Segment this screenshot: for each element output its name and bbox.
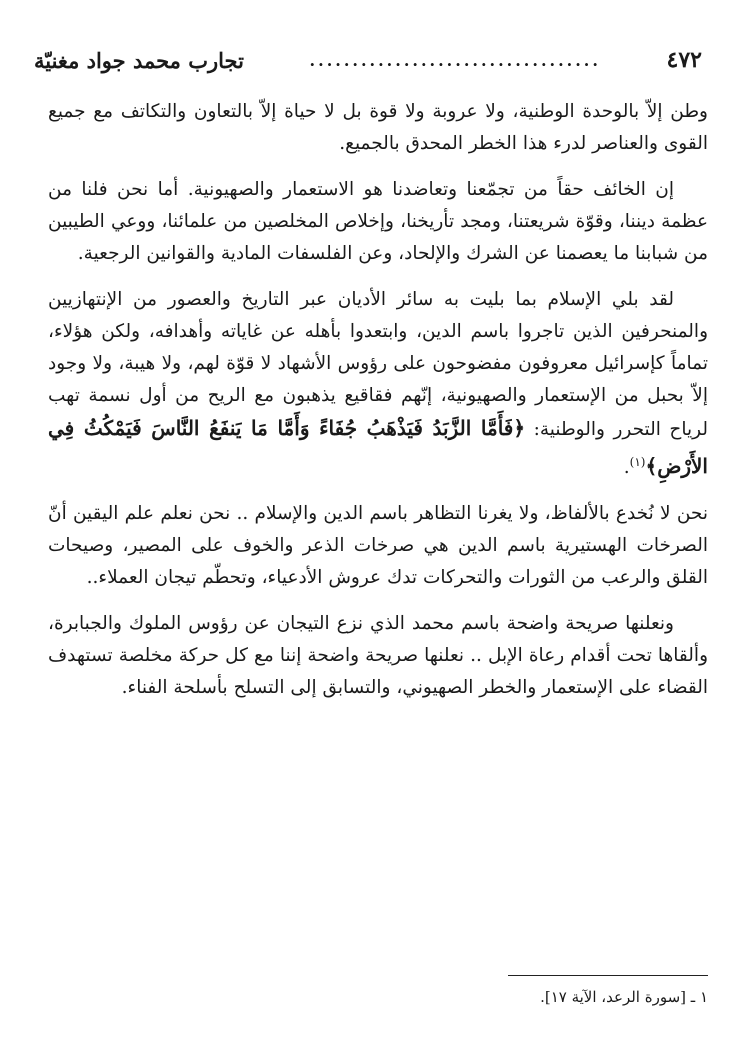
paragraph-1: وطن إلاّ بالوحدة الوطنية، ولا عروبة ولا قوة بل لا حياة إلاّ بالتعاون والتكاتف مع جميع القوى والعناصر لدرء هذا الخطر المحدق بالجميع. — [48, 101, 708, 154]
footnote: ١ ـ [سورة الرعد، الآية ١٧]. — [540, 988, 708, 1006]
book-title: تجارب محمد جواد مغنيّة — [34, 47, 244, 73]
main-text — [48, 96, 708, 718]
footnote-divider — [508, 975, 708, 976]
footnote-ref: (١) — [629, 455, 646, 469]
page-number: ٤٧٢ — [666, 47, 702, 73]
leader-dots: .................................. — [309, 50, 601, 70]
paragraph-3 — [48, 284, 708, 484]
paragraph-2: إن الخائف حقاً من تجمّعنا وتعاضدنا هو الاستعمار والصهيونية. أما نحن فلنا من عظمة ديننا، وقوّة شريعتنا، ومجد تأريخنا، وإخلاص المخلصين من علمائنا، ووعي الطيبين من شبابنا ما يعصمنا عن الشرك والإلحاد، وعن الفلسفات المادية والقوانين الرجعية. — [48, 179, 708, 264]
quran-verse: ﴿فَأَمَّا الزَّبَدُ فَيَذْهَبُ جُفَاءً وَأَمَّا مَا يَنفَعُ النَّاسَ فَيَمْكُثُ فِي الأَرْضِ﴾ — [48, 416, 708, 479]
paragraph-5: ونعلنها صريحة واضحة باسم محمد الذي نزع التيجان عن رؤوس الملوك والجبابرة، وألقاها تحت أقدام رعاة الإبل .. نعلنها صريحة واضحة إننا مع كل حركة مخلصة تستهدف القضاء على الإستعمار والخطر الصهيوني، والتسابق إلى التسلح بأسلحة الفناء. — [48, 613, 708, 699]
paragraph-4: نحن لا نُخدع بالألفاظ، ولا يغرنا التظاهر باسم الدين والإسلام .. نحن نعلم علم اليقين أنّ الصرخات الهستيرية باسم الدين هي صرخات الذعر والخوف على المصير، وصيحات القلق والرعب من الثورات والتحركات تدك عروش الأدعياء، وتحطّم تيجان العملاء.. — [48, 503, 708, 589]
running-header — [34, 40, 702, 80]
paragraph-3-tail: . — [623, 457, 630, 479]
paragraph-3-text: لقد بلي الإسلام بما بليت به سائر الأديان عبر التاريخ والعصور من الإنتهازيين والمنحرفين الذين تاجروا باسم الدين، وابتعدوا بأهله عن غاياته وأهدافه، ولكن هؤلاء، تماماً كإسرائيل معروفون مفضوحون على رؤوس الأشهاد لا قوّة لهم، ولا هيبة، ولا وجود إلاّ بحبل من الإستعمار والصهيونية، إنّهم فقاقيع يذهبون مع الريح من أول نسمة تهب لرياح التحرر والوطنية: — [48, 289, 708, 440]
